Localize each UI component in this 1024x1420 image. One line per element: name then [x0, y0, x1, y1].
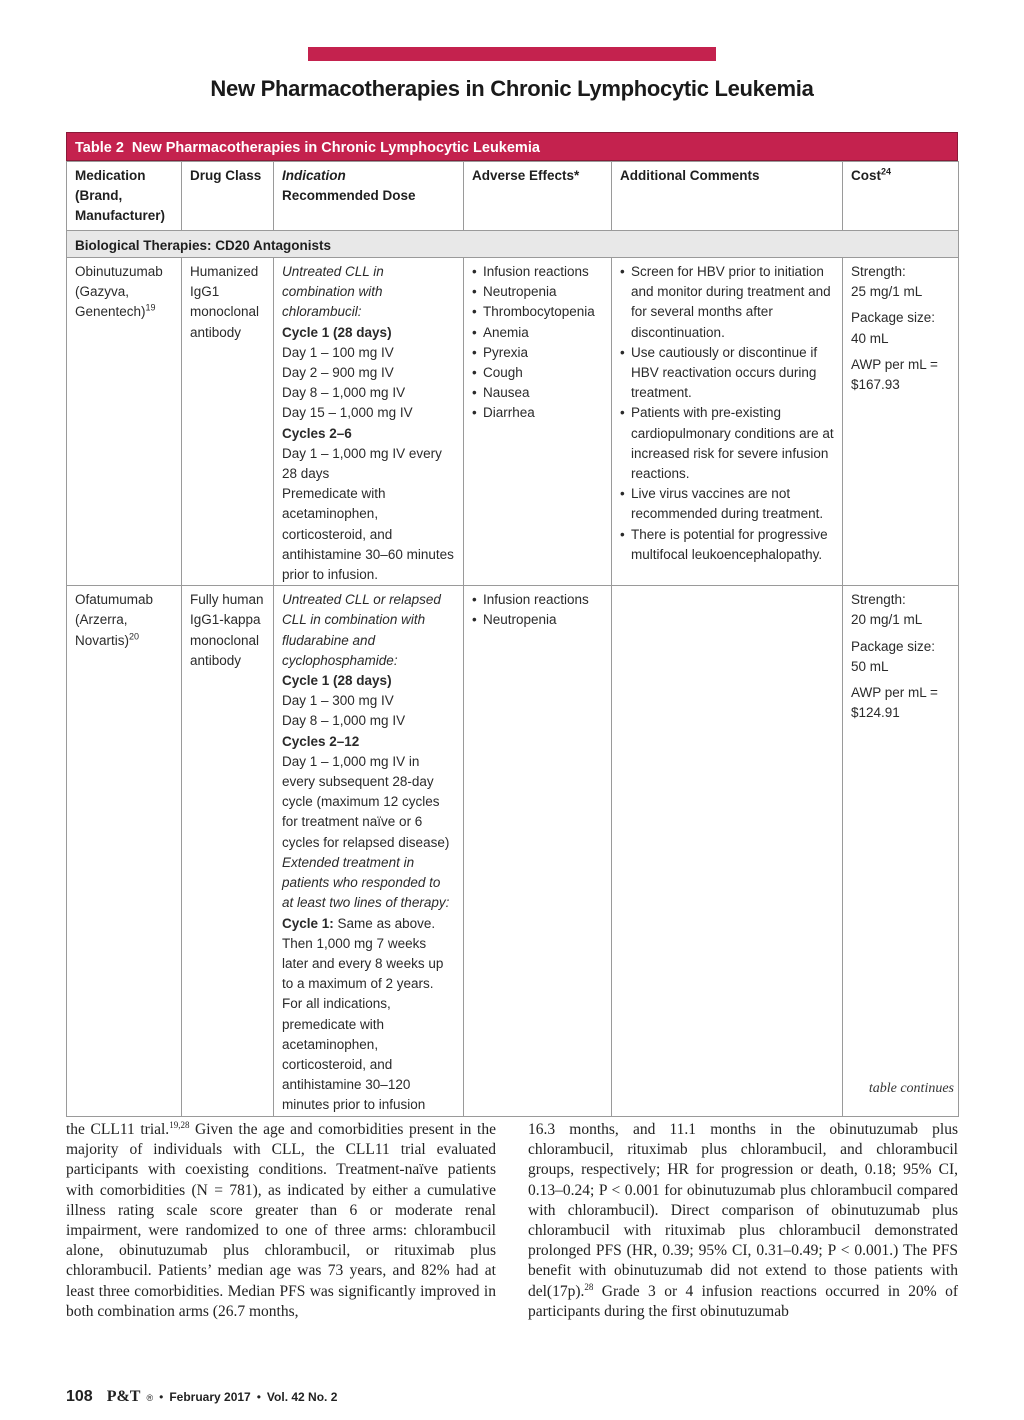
header-additional-comments: Additional Comments — [612, 162, 843, 231]
drug-class-cell: Humanized IgG1 monoclonal antibody — [182, 258, 274, 586]
dose-line: Day 8 – 1,000 mg IV — [282, 385, 406, 401]
cycle1-title: Cycle 1 (28 days) — [282, 673, 392, 689]
package-value: 40 mL — [851, 330, 889, 346]
adverse-item: • Neutropenia — [472, 610, 603, 630]
indication-text: Untreated CLL in combination with chlorambucil: — [282, 264, 384, 320]
drug-class-cell: Fully human IgG1-kappa monoclonal antibody — [182, 586, 274, 1116]
header-medication: Medication (Brand, Manufacturer) — [67, 162, 182, 231]
indication-cell — [274, 586, 464, 1116]
medication-cell — [67, 586, 182, 1116]
extended-text: Extended treatment in patients who responded to at least two lines of therapy: — [282, 854, 450, 911]
adverse-item: • Nausea — [472, 383, 603, 403]
premed-text: Premedicate with acetaminophen, corticosteroid, and antihistamine 30–60 minutes prior to infusion. — [282, 486, 454, 583]
extended-cycle-title: Cycle 1: — [282, 915, 334, 931]
extended-cycle — [282, 914, 455, 934]
header-dose: Recommended Dose — [282, 188, 416, 204]
header-cost-ref: 24 — [881, 166, 892, 177]
comment-item: • There is potential for progressive multifocal leukoencephalopathy. — [620, 525, 834, 565]
dose-line: Day 15 – 1,000 mg IV — [282, 405, 413, 421]
adverse-item: • Infusion reactions — [472, 590, 603, 610]
adverse-item: • Diarrhea — [472, 403, 603, 423]
awp-value: $124.91 — [851, 705, 900, 721]
comment-item: • Use cautiously or discontinue if HBV reactivation occurs during treatment. — [620, 343, 834, 404]
dose-line: Day 1 – 100 mg IV — [282, 344, 394, 360]
table-continues-note: table continues — [868, 1081, 954, 1096]
adverse-item: • Neutropenia — [472, 282, 603, 302]
dose-line: Day 8 – 1,000 mg IV — [282, 713, 406, 729]
cost-cell — [843, 586, 959, 1116]
page-title: New Pharmacotherapies in Chronic Lymphocytic Leukemia — [210, 76, 814, 101]
header-cost — [843, 162, 959, 231]
medication-ref: 19 — [145, 302, 156, 313]
cost-cell — [843, 258, 959, 586]
table-caption-text: New Pharmacotherapies in Chronic Lymphocytic Leukemia — [131, 140, 540, 156]
body-column-right — [528, 1120, 958, 1322]
cycle1-title: Cycle 1 (28 days) — [282, 324, 392, 340]
indication-cell — [274, 258, 464, 586]
adverse-cell — [464, 586, 612, 1116]
body-right-ref: 28 — [584, 1281, 594, 1292]
indication-text: Untreated CLL or relapsed CLL in combination with fludarabine and cyclophosphamide: — [282, 592, 441, 668]
issue-volume: Vol. 42 No. 2 — [266, 1390, 338, 1404]
comment-item: • Patients with pre-existing cardiopulmonary conditions are at increased risk for severe infusion reactions. — [620, 403, 834, 484]
header-cost-label: Cost — [851, 168, 881, 183]
journal-reg: ® — [146, 1393, 154, 1403]
table-row — [67, 258, 959, 586]
table-header-row — [67, 162, 959, 231]
body-right-b: Grade 3 or 4 infusion reactions occurred in 20% of participants during the first obinutuzumab — [528, 1282, 958, 1320]
cycle2-text: Day 1 – 1,000 mg IV in every subsequent 28-day cycle (maximum 12 cycles for treatment naïve or 6 cycles for relapsed disease) — [282, 753, 450, 850]
body-left-ref: 19,28 — [169, 1119, 190, 1130]
comment-item: • Screen for HBV prior to initiation and monitor during treatment and for several months after discontinuation. — [620, 262, 834, 343]
medication-name: Obinutuzumab (Gazyva, Genentech) — [75, 264, 163, 320]
comments-cell — [612, 586, 843, 1116]
dose-line: Day 2 – 900 mg IV — [282, 365, 394, 381]
footer-sep: • — [159, 1390, 164, 1404]
pharmacotherapy-table — [66, 132, 958, 1117]
strength-label: Strength: — [851, 264, 906, 279]
page-footer — [66, 1388, 337, 1406]
cycle2-title: Cycles 2–6 — [282, 425, 352, 441]
table-row — [67, 586, 959, 1116]
medication-ref: 20 — [129, 631, 140, 642]
body-left-b: Given the age and comorbidities present in the majority of individuals with CLL, the CLL11 trial evaluated participants with coexisting conditions. Treatment-naïve patients with comorbidities (N = 781), as indicated by either a cumulative illness rating scale score greater than 6 or moderate renal impairment, were randomized to one of three arms: chlorambucil alone, obinutuzumab plus chlorambucil, or rituximab plus chlorambucil. Patients’ median age was 73 years, and 82% had at least three comorbidities. Median PFS was significantly improved in both combination arms (26.7 months, — [66, 1121, 496, 1320]
header-adverse-effects: Adverse Effects* — [464, 162, 612, 231]
body-left-a: the CLL11 trial. — [66, 1121, 170, 1138]
adverse-cell — [464, 258, 612, 586]
extended-then: Then 1,000 mg 7 weeks later and every 8 weeks up to a maximum of 2 years. — [282, 935, 444, 992]
cycle2-text: Day 1 – 1,000 mg IV every 28 days — [282, 445, 442, 482]
awp-label: AWP per mL = — [851, 685, 938, 701]
medication-cell — [67, 258, 182, 586]
adverse-item: • Thrombocytopenia — [472, 302, 603, 322]
dose-line: Day 1 – 300 mg IV — [282, 693, 394, 709]
table-number: Table 2 — [75, 140, 124, 156]
adverse-item: • Anemia — [472, 323, 603, 343]
cycle2-title: Cycles 2–12 — [282, 733, 360, 749]
package-value: 50 mL — [851, 658, 889, 674]
header-drug-class: Drug Class — [182, 162, 274, 231]
issue-date: February 2017 — [169, 1390, 251, 1404]
body-column-left — [66, 1120, 496, 1322]
body-right-a: 16.3 months, and 11.1 months in the obinutuzumab plus chlorambucil, rituximab plus chlorambucil, and chlorambucil groups, respectively; HR for progression or death, 0.18; 95% CI, 0.13–0.24; P < 0.001 for obinutuzumab plus chlorambucil compared with chlorambucil). Direct comparison of obinutuzumab plus chlorambucil with rituximab plus chlorambucil demonstrated prolonged PFS (HR, 0.39; 95% CI, 0.31–0.49; P < 0.001.) The PFS benefit with obinutuzumab did not extend to those patients with del(17p). — [528, 1121, 958, 1300]
premed-text: For all indications, premedicate with acetaminophen, corticosteroid, and antihistamine 30–120 minutes prior to infusion — [282, 996, 426, 1113]
table-caption — [66, 132, 958, 161]
header-accent-bar — [308, 47, 716, 61]
section-label: Biological Therapies: CD20 Antagonists — [67, 231, 959, 258]
journal-name: P&T — [106, 1388, 141, 1405]
adverse-item: • Pyrexia — [472, 343, 603, 363]
adverse-item: • Infusion reactions — [472, 262, 603, 282]
strength-value: 20 mg/1 mL — [851, 612, 923, 628]
awp-value: $167.93 — [851, 377, 900, 393]
strength-label: Strength: — [851, 592, 906, 608]
comments-cell — [612, 258, 843, 586]
page-number: 108 — [66, 1388, 93, 1405]
header-indication-dose — [274, 162, 464, 231]
package-label: Package size: — [851, 310, 936, 326]
medication-name: Ofatumumab (Arzerra, Novartis) — [75, 592, 154, 648]
package-label: Package size: — [851, 638, 936, 654]
strength-value: 25 mg/1 mL — [851, 284, 923, 300]
extended-cycle-text: Same as above. — [337, 915, 436, 931]
adverse-item: • Cough — [472, 363, 603, 383]
section-row — [67, 231, 959, 258]
header-indication: Indication — [282, 168, 346, 183]
footer-sep: • — [256, 1390, 261, 1404]
awp-label: AWP per mL = — [851, 356, 938, 372]
comment-item: • Live virus vaccines are not recommended during treatment. — [620, 484, 834, 524]
